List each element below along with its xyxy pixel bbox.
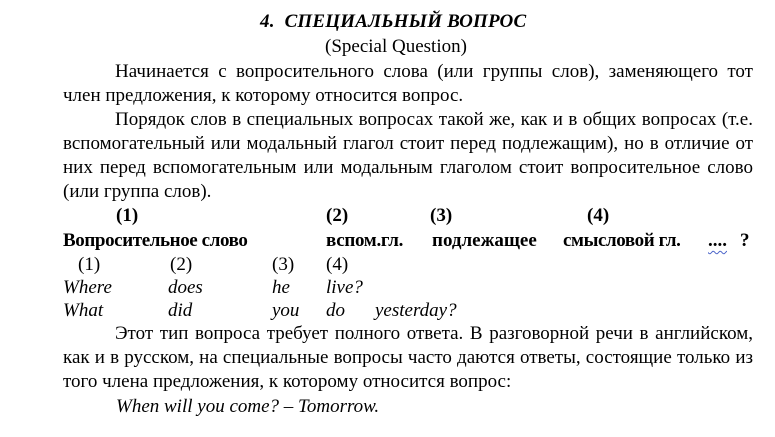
section-title: СПЕЦИАЛЬНЫЙ ВОПРОС — [284, 11, 527, 32]
scheme-label-subject: подлежащее — [432, 230, 537, 251]
paragraph-answers — [63, 322, 753, 394]
example-number-2: (2) — [170, 254, 193, 275]
scheme-number-4: (4) — [587, 205, 610, 226]
example1-word-1: Where — [63, 277, 112, 298]
example2-word-2: did — [168, 300, 193, 321]
example2-word-4: do — [326, 300, 345, 321]
example2-word-3: you — [272, 300, 300, 321]
example2-word-1: What — [63, 300, 104, 321]
example1-word-2: does — [168, 277, 203, 298]
scheme-label-main-verb: смысловой гл. — [563, 230, 681, 251]
example2-word-5: yesterday? — [375, 300, 457, 321]
paragraph-answers-text: Этот тип вопроса требует полного ответа. В разговорной речи в английском, как и в русском, на специальные вопросы часто даются ответы, состоящие только из того члена предложения, к которому относится вопрос: — [63, 323, 753, 392]
scheme-label-ellipsis: .... — [708, 230, 727, 251]
example-number-4: (4) — [326, 254, 349, 275]
scheme-label-auxiliary: вспом.гл. — [326, 230, 404, 251]
section-heading — [260, 10, 680, 34]
scheme-label-question-word: Вопросительное слово — [63, 230, 248, 251]
example-number-3: (3) — [272, 254, 295, 275]
final-example: When will you come? – Tomorrow. — [116, 396, 380, 417]
example-number-1: (1) — [78, 254, 101, 275]
example1-word-3: he — [272, 277, 290, 298]
scheme-number-3: (3) — [430, 205, 453, 226]
scheme-label-question-mark: ? — [740, 230, 750, 251]
paragraph-word-order-text: Порядок слов в специальных вопросах такой же, как и в общих вопросах (т.е. вспомогательный или модальный глагол стоит перед подлежащим), но в отличие от них перед вспомогательным или модальным глаголом стоит вопросительное слово (или группа слов). — [63, 109, 753, 202]
scheme-number-2: (2) — [326, 205, 349, 226]
paragraph-intro-text: Начинается с вопросительного слова (или группы слов), заменяющего тот член предложения, к которому относится вопрос. — [63, 61, 753, 106]
paragraph-intro — [63, 60, 753, 108]
paragraph-word-order — [63, 108, 753, 204]
scheme-number-1: (1) — [116, 205, 139, 226]
example1-word-4: live? — [326, 277, 363, 298]
section-subtitle: (Special Question) — [325, 36, 467, 57]
section-number: 4. — [260, 11, 275, 32]
